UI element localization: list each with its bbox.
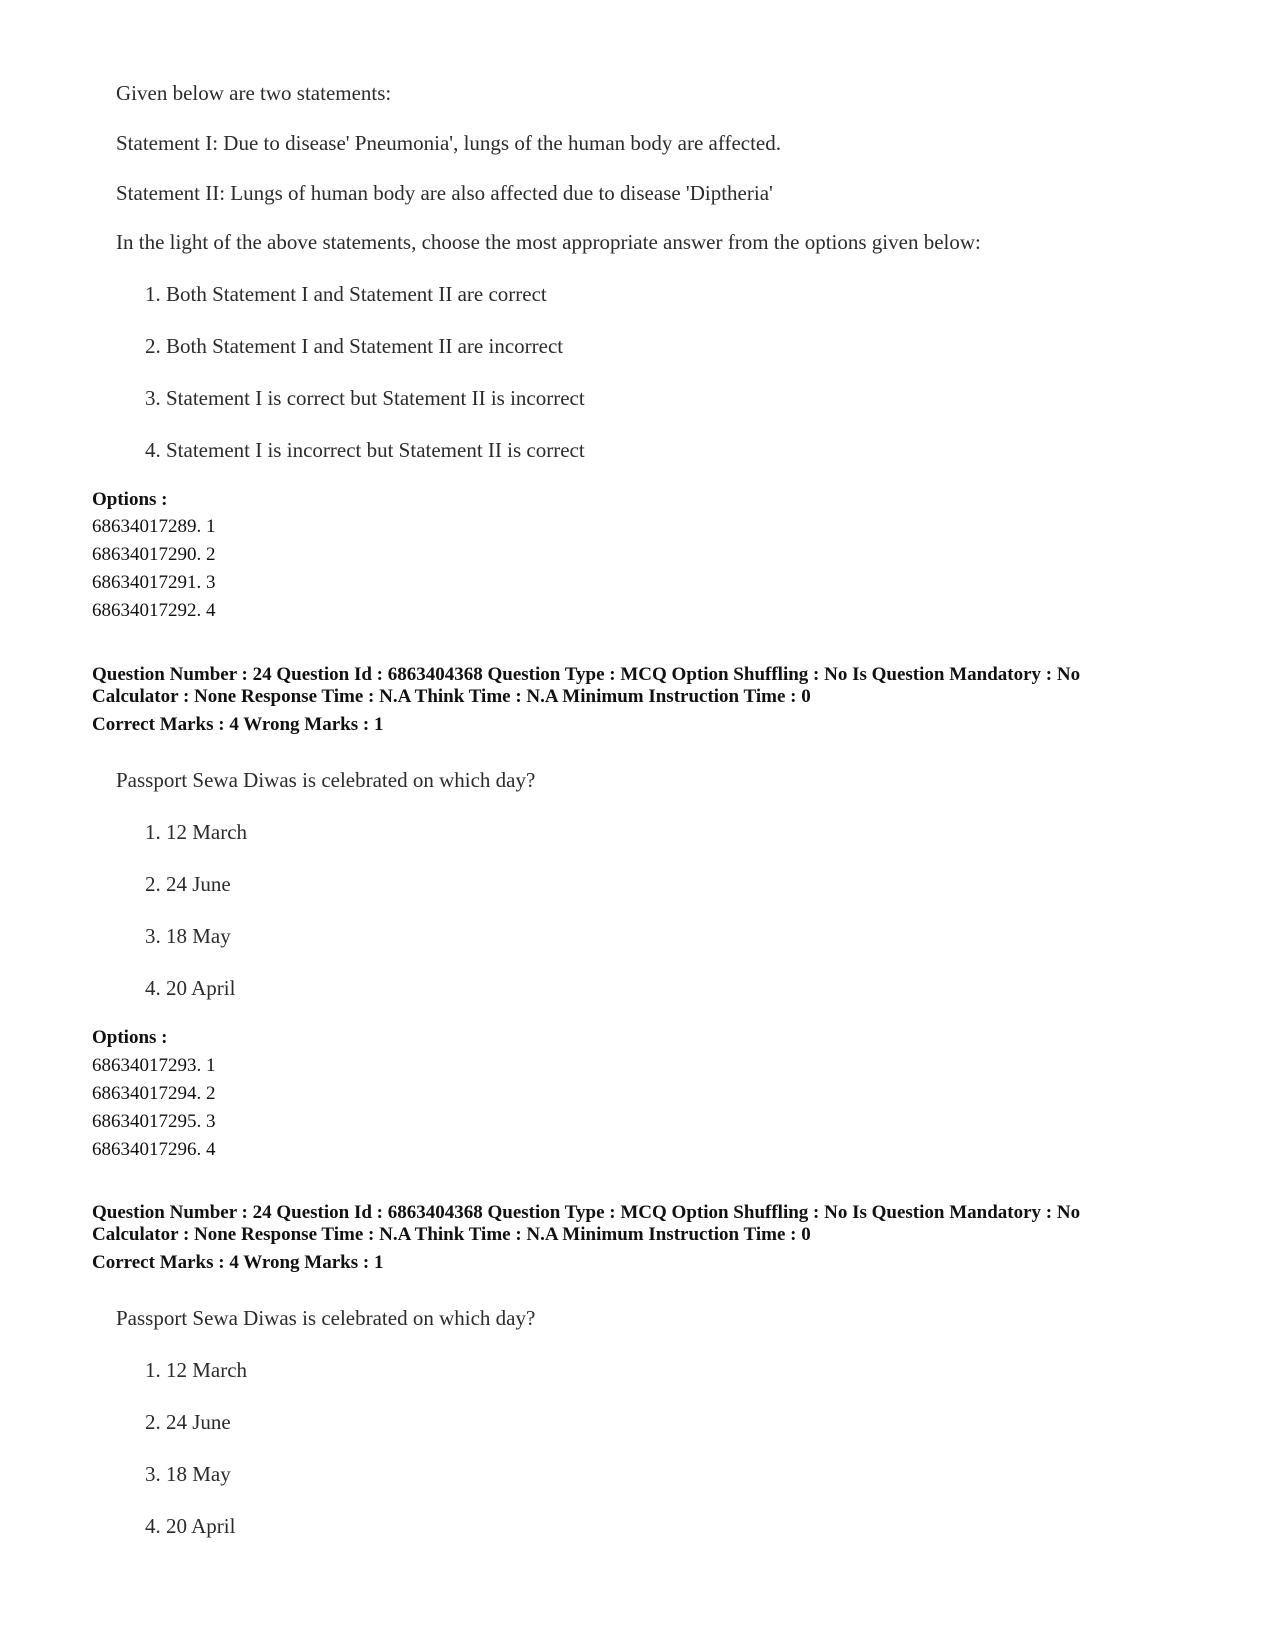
option-id-item: 68634017295. 3 xyxy=(92,1111,216,1132)
choice-item: 1. 12 March xyxy=(145,1358,248,1382)
option-id-item: 68634017293. 1 xyxy=(92,1055,216,1076)
question-header-line1: Question Number : 24 Question Id : 6863404368 Question Type : MCQ Option Shuffling : No Is Question Mandatory : No xyxy=(92,1202,1081,1223)
option-id-item: 68634017294. 2 xyxy=(92,1083,216,1104)
options-label: Options : xyxy=(92,1027,168,1048)
question-header-line2: Calculator : None Response Time : N.A Think Time : N.A Minimum Instruction Time : 0 xyxy=(92,686,811,707)
option-id-item: 68634017292. 4 xyxy=(92,600,216,621)
choice-item: 2. 24 June xyxy=(145,1410,231,1434)
choice-item: 3. Statement I is correct but Statement II is incorrect xyxy=(145,386,585,410)
statement-one: Statement I: Due to disease' Pneumonia', lungs of the human body are affected. xyxy=(116,131,781,155)
question-marks: Correct Marks : 4 Wrong Marks : 1 xyxy=(92,714,384,735)
option-id-item: 68634017296. 4 xyxy=(92,1139,216,1160)
choice-item: 4. Statement I is incorrect but Statement II is correct xyxy=(145,438,585,462)
choice-item: 4. 20 April xyxy=(145,1514,236,1538)
option-id-item: 68634017290. 2 xyxy=(92,544,216,565)
choice-item: 2. Both Statement I and Statement II are incorrect xyxy=(145,334,564,358)
choice-item: 2. 24 June xyxy=(145,872,231,896)
question-intro: Given below are two statements: xyxy=(116,81,392,105)
question-header-line2: Calculator : None Response Time : N.A Think Time : N.A Minimum Instruction Time : 0 xyxy=(92,1224,811,1245)
question-text: Passport Sewa Diwas is celebrated on which day? xyxy=(116,768,536,792)
question-marks: Correct Marks : 4 Wrong Marks : 1 xyxy=(92,1252,384,1273)
choice-item: 1. 12 March xyxy=(145,820,248,844)
question-text: Passport Sewa Diwas is celebrated on which day? xyxy=(116,1306,536,1330)
choice-item: 3. 18 May xyxy=(145,1462,231,1486)
option-id-item: 68634017289. 1 xyxy=(92,516,216,537)
choice-item: 4. 20 April xyxy=(145,976,236,1000)
options-label: Options : xyxy=(92,489,168,510)
question-instruction: In the light of the above statements, choose the most appropriate answer from the options given below: xyxy=(116,230,981,254)
choice-item: 3. 18 May xyxy=(145,924,231,948)
option-id-item: 68634017291. 3 xyxy=(92,572,216,593)
choice-item: 1. Both Statement I and Statement II are correct xyxy=(145,282,547,306)
question-header-line1: Question Number : 24 Question Id : 6863404368 Question Type : MCQ Option Shuffling : No Is Question Mandatory : No xyxy=(92,664,1081,685)
statement-two: Statement II: Lungs of human body are also affected due to disease 'Diptheria' xyxy=(116,181,773,205)
